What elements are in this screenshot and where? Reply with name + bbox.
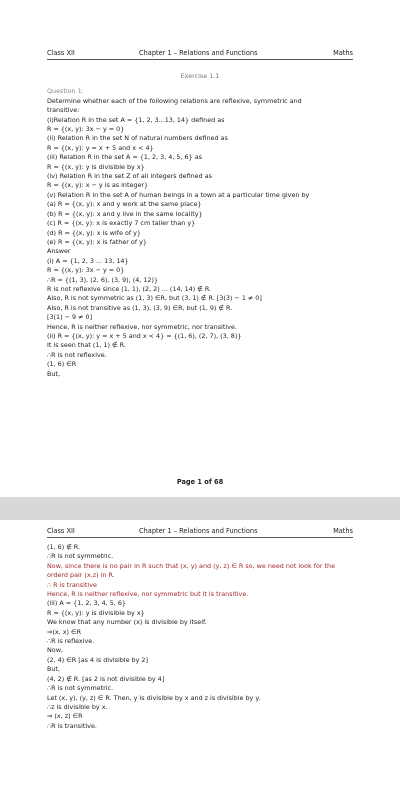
text-line: ∴R is not symmetric. [47,684,114,693]
text-line: R = {(x, y): 3x − y = 0} [47,266,125,275]
text-line: We know that any number (x) is divisible by itself. [47,618,207,627]
page-footer: Page 1 of 68 [176,478,224,486]
page-1-lines [47,97,353,379]
text-line: (c) R = {(x, y): x is exactly 7 cm taller than y} [47,219,196,228]
text-line: (i)Relation R in the set A = {1, 2, 3...13, 14} defined as [47,115,225,124]
text-line: (1, 6) ∉ R. [47,543,81,551]
text-line: (iii) A = {1, 2, 3, 4, 5, 6} [47,599,126,608]
text-line: ∴R is not symmetric. [47,552,114,561]
text-line: (iii) Relation R in the set A = {1, 2, 3, 4, 5, 6} as [47,153,202,162]
exercise-title: Exercise 1.1 [180,72,220,80]
text-line: R is not reflexive since (1, 1), (2, 2) ... (14, 14) ∉ R. [47,284,212,293]
text-line: (ii) Relation R in the set N of natural numbers defined as [47,134,228,143]
page-2-lines-a [47,543,353,562]
header-class: Class XII [47,527,75,535]
text-line: Let (x, y), (y, z) ∈ R. Then, y is divisible by x and z is divisible by y. [47,693,261,702]
page-1-body [47,72,353,379]
header-chapter: Chapter 1 – Relations and Functions [139,49,258,57]
text-line: transitive: [47,106,80,115]
text-line: (v) Relation R in the set A of human beings in a town at a particular time given by [47,190,310,199]
text-line: ∴ R is transitive [47,580,97,589]
text-line: R = {(x, y): y is divisible by x} [47,608,145,617]
text-line: [3(1) − 9 ≠ 0] [47,313,93,322]
text-line: ⇒ (x, z) ∈R [47,712,83,721]
text-line: (4, 2) ∉ R. [as 2 is not divisible by 4] [47,674,165,683]
page-header-2 [47,527,353,538]
text-line: R = {(x, y): y = x + 5 and x < 4} [47,143,154,152]
text-line: (b) R = {(x, y): x and y live in the same locality} [47,209,203,218]
text-line: ∴R = {(1, 3), (2, 6), (3, 9), (4, 12)} [47,275,159,284]
text-line: But, [47,369,60,378]
page-2-red-lines [47,581,353,600]
text-line: ∴z is divisible by x. [47,702,108,711]
text-line: (a) R = {(x, y): x and y work at the same place} [47,200,202,209]
text-line: But, [47,665,60,674]
question-title: Question 1: [47,87,84,96]
page-separator [0,497,400,520]
text-line: (1, 6) ∈R [47,360,77,369]
text-line: (2, 4) ∈R [as 4 is divisible by 2] [47,655,148,664]
text-line: ∴R is reflexive. [47,637,95,646]
header-subject: Maths [333,527,353,535]
text-line: It is seen that (1, 1) ∉ R. [47,341,126,350]
text-line: Also, R is not symmetric as (1, 3) ∈R, but (3, 1) ∉ R. [3(3) − 1 ≠ 0] [47,294,262,303]
page-2-lines-b [47,599,353,731]
text-line: (d) R = {(x, y): x is wife of y} [47,228,141,237]
header-class: Class XII [47,49,75,57]
text-line: ⇒(x, x) ∈R [47,627,82,636]
page-2-body [47,543,353,731]
text-line: Answer [47,247,71,256]
text-line: ∴R is transitive. [47,721,97,730]
text-line: R = {(x, y): 3x − y = 0} [47,125,125,134]
text-line: Also, R is not transitive as (1, 3), (3, 9) ∈R, but (1, 9) ∉ R. [47,303,233,312]
text-line: R = {(x, y): y is divisible by x} [47,162,145,171]
text-line: Determine whether each of the following relations are reflexive, symmetric and [47,96,302,105]
text-line: (ii) R = {(x, y): y = x + 5 and x < 4} = {(1, 6), (2, 7), (3, 8)} [47,331,242,340]
text-line: (i) A = {1, 2, 3 ... 13, 14} [47,256,129,265]
page-header [47,49,353,60]
text-line: R = {(x, y): x − y is as integer} [47,181,149,190]
text-line: Now, [47,646,63,655]
document-page-2 [0,520,400,800]
text-line: Hence, R is neither reflexive, nor symmetric but it is transitive. [47,590,249,599]
text-line: ∴R is not reflexive. [47,350,107,359]
red-paragraph: Now, since there is no pair in R such that (x, y) and (y, z) ∈ R so, we need not look for the orderd pair (x,z) in R. [47,561,336,580]
header-subject: Maths [333,49,353,57]
text-line: (iv) Relation R in the set Z of all integers defined as [47,172,212,181]
text-line: (e) R = {(x, y): x is father of y} [47,237,147,246]
header-chapter: Chapter 1 – Relations and Functions [139,527,258,535]
text-line: Hence, R is neither reflexive, nor symmetric, nor transitive. [47,322,237,331]
